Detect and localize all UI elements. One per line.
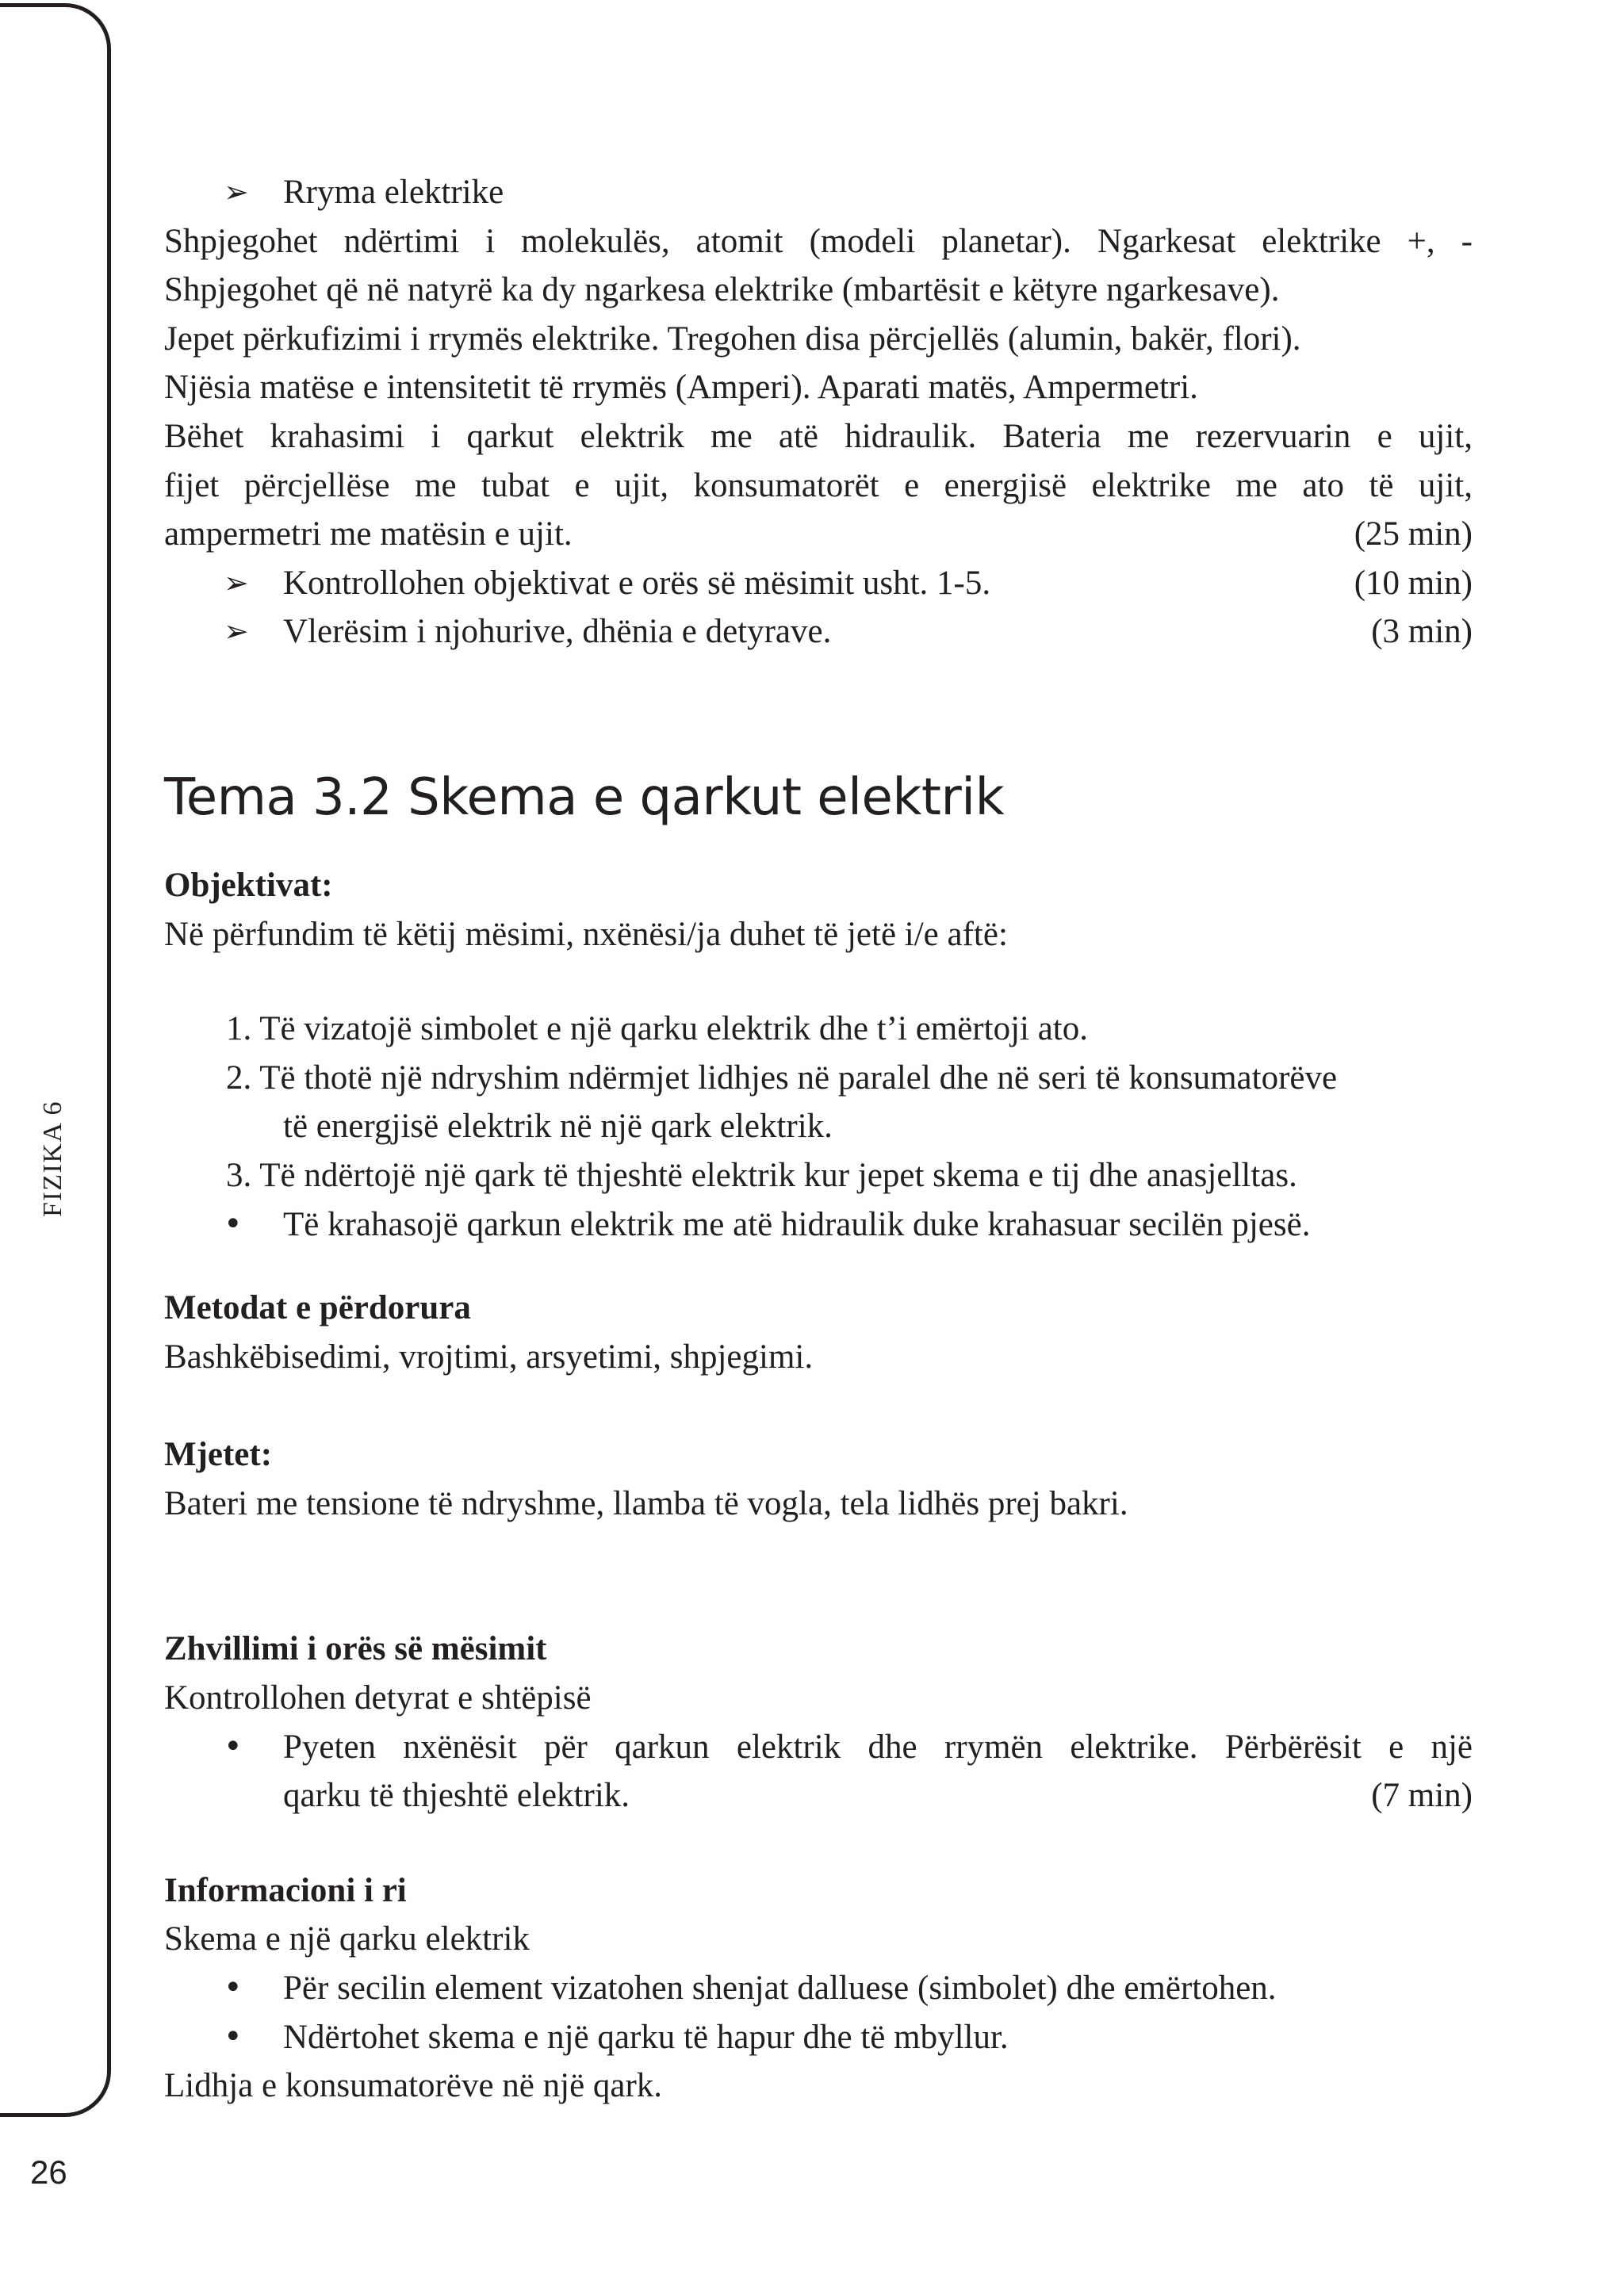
arrow-item-text: Vlerësim i njohurive, dhënia e detyrave.	[283, 613, 832, 651]
round-bullet-icon: •	[224, 1205, 243, 1242]
time-label: (3 min)	[1371, 613, 1473, 651]
section-heading: Objektivat:	[164, 866, 333, 904]
page-number: 26	[30, 2153, 67, 2191]
arrow-list-item	[164, 607, 1473, 657]
paragraph-line: Shpjegohet që në natyrë ka dy ngarkesa elektrike (mbartësit e këtyre ngarkesave).	[164, 271, 1280, 309]
numbered-item	[164, 1005, 1473, 1054]
round-bullet-icon: •	[224, 1728, 243, 1765]
numbered-item	[164, 1151, 1473, 1200]
paragraph-line: ampermetri me matësin e ujit.	[164, 515, 573, 553]
bullet-list-item	[164, 1200, 1473, 1250]
timed-line	[164, 510, 1473, 559]
item-number: 1.	[226, 1010, 252, 1048]
running-head: FIZIKA 6	[38, 1100, 67, 1217]
numbered-item	[164, 1054, 1473, 1103]
paragraph-line: Jepet përkufizimi i rrymës elektrike. Tregohen disa përcjellës (alumin, bakër, flori).	[164, 320, 1301, 358]
time-label: (25 min)	[1354, 515, 1473, 553]
page-content	[164, 168, 1473, 2111]
paragraph-line: Në përfundim të këtij mësimi, nxënësi/ja duhet të jetë i/e aftë:	[164, 915, 1008, 953]
bullet-text: Të krahasojë qarkun elektrik me atë hidraulik duke krahasuar secilën pjesë.	[283, 1205, 1311, 1243]
section-heading: Mjetet:	[164, 1436, 273, 1474]
paragraph-line: Skema e një qarku elektrik	[164, 1920, 530, 1958]
time-label: (7 min)	[1371, 1777, 1473, 1815]
arrow-bullet-icon: ➢	[224, 565, 249, 600]
arrow-bullet-icon: ➢	[224, 614, 249, 649]
section-heading: Metodat e përdorura	[164, 1289, 471, 1327]
bullet-text: Pyeten nxënësit për qarkun elektrik dhe rrymën elektrike. Përbërësit e një	[283, 1728, 1473, 1766]
page-side-frame	[0, 3, 111, 2117]
paragraph-line: Njësia matëse e intensitetit të rrymës (Amperi). Aparati matës, Ampermetri.	[164, 369, 1198, 407]
arrow-list-item	[164, 559, 1473, 608]
bullet-text: Ndërtohet skema e një qarku të hapur dhe të mbyllur.	[283, 2018, 1009, 2056]
bullet-list-item	[164, 2013, 1473, 2062]
bullet-list-item	[164, 1723, 1473, 1772]
round-bullet-icon: •	[224, 2018, 243, 2055]
paragraph-line: Bëhet krahasimi i qarkut elektrik me atë hidraulik. Bateria me rezervuarin e ujit,	[164, 417, 1473, 455]
item-number: 2.	[226, 1058, 252, 1097]
item-text: Të thotë një ndryshim ndërmjet lidhjes në paralel dhe në seri të konsumatorëve	[259, 1058, 1338, 1097]
paragraph-line: Bashkëbisedimi, vrojtimi, arsyetimi, shpjegimi.	[164, 1338, 814, 1376]
bullet-text: qarku të thjeshtë elektrik.	[283, 1777, 630, 1815]
section-heading: Informacioni i ri	[164, 1871, 407, 1909]
time-label: (10 min)	[1354, 564, 1473, 602]
paragraph-line: Bateri me tensione të ndryshme, llamba të vogla, tela lidhës prej bakri.	[164, 1484, 1128, 1522]
paragraph-line: Lidhja e konsumatorëve në një qark.	[164, 2067, 663, 2105]
section-heading: Zhvillimi i orës së mësimit	[164, 1630, 547, 1668]
paragraph-line: Kontrollohen detyrat e shtëpisë	[164, 1679, 592, 1717]
arrow-list-item	[164, 168, 1473, 217]
paragraph-line: Shpjegohet ndërtimi i molekulës, atomit (modeli planetar). Ngarkesat elektrike +, -	[164, 222, 1473, 260]
paragraph-line: fijet përcjellëse me tubat e ujit, konsumatorët e energjisë elektrike me ato të ujit,	[164, 466, 1473, 504]
bullet-list-item	[164, 1964, 1473, 2013]
round-bullet-icon: •	[224, 1970, 243, 2007]
bullet-text: Për secilin element vizatohen shenjat dalluese (simbolet) dhe emërtohen.	[283, 1970, 1277, 2008]
numbered-item-continuation: të energjisë elektrik në një qark elektrik.	[283, 1108, 833, 1146]
arrow-bullet-icon: ➢	[224, 174, 249, 209]
arrow-item-text: Kontrollohen objektivat e orës së mësimit usht. 1-5.	[283, 564, 991, 602]
arrow-item-text: Rryma elektrike	[283, 174, 504, 211]
item-text: Të vizatojë simbolet e një qarku elektrik dhe t’i emërtoji ato.	[259, 1010, 1088, 1048]
item-number: 3.	[226, 1156, 252, 1194]
item-text: Të ndërtojë një qark të thjeshtë elektrik kur jepet skema e tij dhe anasjelltas.	[259, 1156, 1297, 1194]
topic-title: Tema 3.2 Skema e qarkut elektrik	[164, 768, 1005, 827]
bullet-continuation	[164, 1771, 1473, 1820]
